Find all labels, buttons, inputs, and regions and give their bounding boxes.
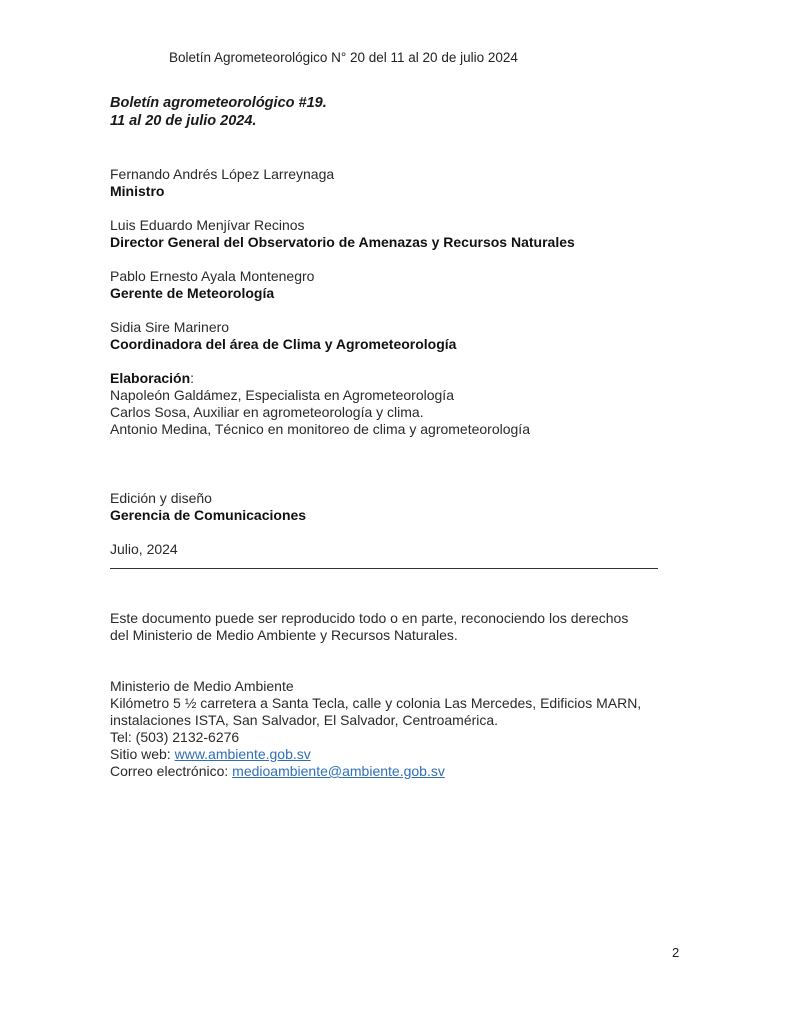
elaboration-label: Elaboración: [110, 370, 191, 386]
credit-role-director: Director General del Observatorio de Amenazas y Recursos Naturales: [110, 234, 575, 250]
bulletin-dates: 11 al 20 de julio 2024.: [110, 113, 257, 129]
elaboration-person: Carlos Sosa, Auxiliar en agrometeorología y clima.: [110, 404, 424, 420]
divider-line: [110, 568, 658, 569]
credit-role-manager: Gerente de Meteorología: [110, 285, 275, 301]
elaboration-colon: :: [190, 370, 195, 386]
elaboration-heading: [110, 370, 194, 387]
contact-website: [110, 746, 311, 763]
website-label: Sitio web:: [110, 746, 175, 762]
credit-name-manager: Pablo Ernesto Ayala Montenegro: [110, 268, 315, 284]
contact-address-line: Kilómetro 5 ½ carretera a Santa Tecla, calle y colonia Las Mercedes, Edificios MARN,: [110, 695, 642, 711]
publication-date: Julio, 2024: [110, 541, 178, 557]
credit-name-minister: Fernando Andrés López Larreynaga: [110, 166, 335, 182]
running-header: Boletín Agrometeorológico N° 20 del 11 al 20 de julio 2024: [169, 50, 518, 65]
credit-name-director: Luis Eduardo Menjívar Recinos: [110, 217, 305, 233]
rights-notice-line: del Ministerio de Medio Ambiente y Recursos Naturales.: [110, 627, 458, 643]
contact-email: [110, 763, 445, 780]
contact-phone: Tel: (503) 2132-6276: [110, 729, 240, 745]
email-link[interactable]: medioambiente@ambiente.gob.sv: [232, 763, 445, 779]
bulletin-title: Boletín agrometeorológico #19.: [110, 95, 327, 111]
edition-unit: Gerencia de Comunicaciones: [110, 507, 307, 523]
contact-org: Ministerio de Medio Ambiente: [110, 678, 294, 694]
edition-label: Edición y diseño: [110, 490, 212, 506]
credit-name-coordinator: Sidia Sire Marinero: [110, 319, 230, 335]
credit-role-coordinator: Coordinadora del área de Clima y Agrometeorología: [110, 336, 457, 352]
email-label: Correo electrónico:: [110, 763, 233, 779]
page-number: 2: [672, 945, 680, 960]
contact-address-line: instalaciones ISTA, San Salvador, El Salvador, Centroamérica.: [110, 712, 499, 728]
website-link[interactable]: www.ambiente.gob.sv: [174, 746, 311, 762]
rights-notice-line: Este documento puede ser reproducido todo o en parte, reconociendo los derechos: [110, 610, 629, 626]
elaboration-person: Napoleón Galdámez, Especialista en Agrometeorología: [110, 387, 454, 403]
elaboration-person: Antonio Medina, Técnico en monitoreo de clima y agrometeorología: [110, 421, 530, 437]
credit-role-minister: Ministro: [110, 183, 165, 199]
